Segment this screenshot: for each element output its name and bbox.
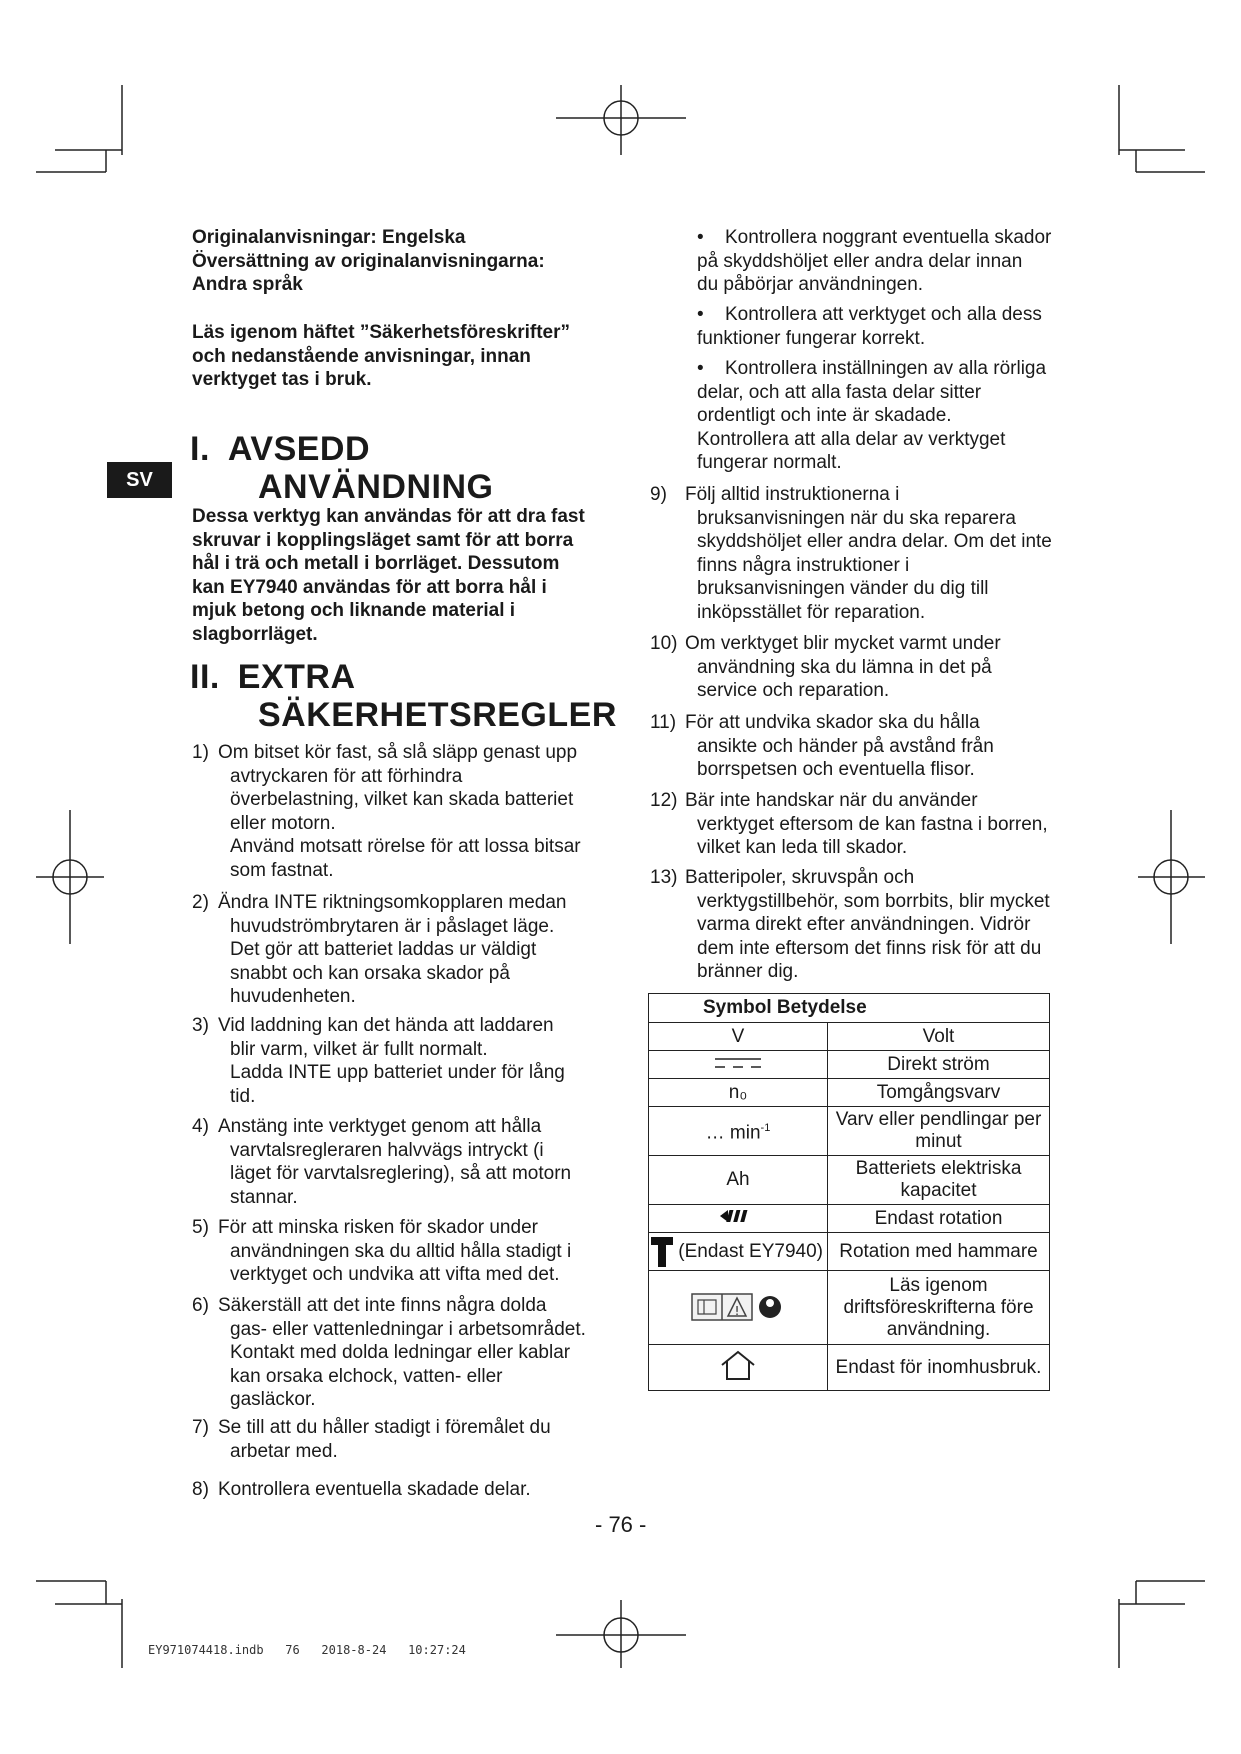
bullet-line: på skyddshöljet eller andra delar innan bbox=[697, 250, 1023, 272]
rule-line: huvudenheten. bbox=[230, 986, 356, 1007]
bullet-line: funktioner fungerar korrekt. bbox=[697, 327, 926, 349]
meaning-cell: Rotation med hammare bbox=[827, 1233, 1049, 1271]
meaning-cell: Varv eller pendlingar per minut bbox=[827, 1107, 1049, 1156]
rule-first-line: Bär inte handskar när du använder bbox=[685, 790, 978, 811]
page-number: - 76 - bbox=[595, 1512, 647, 1537]
language-tab: SV bbox=[107, 462, 172, 498]
meaning-cell: Läs igenom driftsföreskrifterna före användning. bbox=[827, 1271, 1049, 1345]
section-1-heading bbox=[190, 430, 370, 468]
intro-line: Översättning av originalanvisningarna: bbox=[192, 250, 545, 272]
rule-number: 2) bbox=[192, 892, 209, 913]
rule-number: 5) bbox=[192, 1217, 209, 1238]
rule-line: Kontakt med dolda ledningar eller kablar bbox=[230, 1342, 571, 1363]
rule-line: verktygstillbehör, som borrbits, blir mycket bbox=[697, 890, 1050, 912]
svg-text:!: ! bbox=[734, 1303, 740, 1318]
rule-line: gas- eller vattenledningar i arbetsområdet. bbox=[230, 1318, 586, 1340]
section-1-line: slagborrläget. bbox=[192, 623, 318, 645]
section-1-title-1: AVSEDD bbox=[227, 430, 371, 468]
rule-number: 6) bbox=[192, 1295, 209, 1316]
manual-icons bbox=[649, 1271, 828, 1345]
read-line: och nedanstående anvisningar, innan bbox=[192, 345, 531, 367]
rule-number: 10) bbox=[650, 633, 678, 654]
rule-line: huvudströmbrytaren är i påslaget läge. bbox=[230, 915, 555, 937]
symbol-min-text: … min bbox=[705, 1122, 761, 1144]
rule-line: överbelastning, vilket kan skada batteriet bbox=[230, 789, 574, 810]
hammer-cell bbox=[649, 1233, 828, 1271]
rule-number: 11) bbox=[650, 712, 677, 733]
read-line: verktyget tas i bruk. bbox=[192, 369, 372, 390]
rule-line: arbetar med. bbox=[230, 1440, 338, 1462]
bullet-dot: • bbox=[697, 227, 704, 248]
meaning-cell: Endast rotation bbox=[827, 1205, 1049, 1233]
rule-line: Det gör att batteriet laddas ur väldigt bbox=[230, 939, 537, 960]
section-1-title-2: ANVÄNDNING bbox=[258, 468, 494, 506]
section-2-num: II. bbox=[190, 658, 220, 696]
hammer-label: (Endast EY7940) bbox=[678, 1240, 823, 1262]
bullet-line: Kontrollera noggrant eventuella skador bbox=[725, 227, 1052, 248]
rule-line: bruksanvisningen vänder du dig till bbox=[697, 578, 989, 599]
rule-line: finns några instruktioner i bbox=[697, 554, 910, 576]
intro-line: Andra språk bbox=[192, 274, 303, 295]
rule-number: 7) bbox=[192, 1417, 209, 1438]
rule-line: skyddshöljet eller andra delar. Om det inte bbox=[697, 531, 1052, 552]
rule-line: gasläckor. bbox=[230, 1389, 316, 1410]
rule-number: 1) bbox=[192, 742, 209, 763]
bullet-line: ordentligt och inte är skadade. bbox=[697, 405, 952, 426]
rule-first-line: Följ alltid instruktionerna i bbox=[685, 484, 900, 505]
bullet-dot: • bbox=[697, 358, 704, 379]
rule-number: 3) bbox=[192, 1015, 209, 1036]
rule-first-line: Se till att du håller stadigt i föremålet du bbox=[218, 1417, 551, 1438]
read-line: Läs igenom häftet ”Säkerhetsföreskrifter” bbox=[192, 322, 571, 343]
rule-number: 12) bbox=[650, 790, 678, 811]
rule-first-line: Vid laddning kan det hända att laddaren bbox=[218, 1015, 554, 1036]
rule-first-line: För att minska risken för skador under bbox=[218, 1217, 538, 1238]
rule-first-line: Om verktyget blir mycket varmt under bbox=[685, 633, 1001, 654]
rule-line: bränner dig. bbox=[697, 961, 799, 982]
rule-line: snabbt och kan orsaka skador på bbox=[230, 962, 510, 984]
rule-line: verktyget eftersom de kan fastna i borren, bbox=[697, 813, 1048, 835]
rule-line: stannar. bbox=[230, 1186, 298, 1208]
section-1-num: I. bbox=[190, 430, 210, 468]
bullet-line: Kontrollera inställningen av alla rörliga bbox=[725, 358, 1047, 379]
rule-line: dem inte eftersom det finns risk för att du bbox=[697, 937, 1042, 959]
section-2-title-1: EXTRA bbox=[237, 658, 356, 696]
bullet-line: fungerar normalt. bbox=[697, 452, 842, 473]
rule-line: blir varm, vilket är fullt normalt. bbox=[230, 1038, 488, 1060]
symbol-volt: V bbox=[649, 1023, 828, 1051]
rule-line: inköpsstället för reparation. bbox=[697, 601, 926, 623]
rule-line: läget för varvtalsreglering), så att motorn bbox=[230, 1163, 572, 1184]
rule-number: 9) bbox=[650, 484, 667, 505]
dc-icon bbox=[649, 1051, 828, 1079]
rule-first-line: Anstäng inte verktyget genom att hålla bbox=[218, 1116, 542, 1137]
intro-line: Originalanvisningar: Engelska bbox=[192, 227, 466, 248]
symbol-table bbox=[648, 993, 1050, 1391]
rule-line: service och reparation. bbox=[697, 680, 890, 701]
rule-first-line: Säkerställ att det inte finns några dolda bbox=[218, 1295, 547, 1316]
meaning-cell: Tomgångsvarv bbox=[827, 1079, 1049, 1107]
section-2-title-2: SÄKERHETSREGLER bbox=[258, 696, 617, 734]
indoor-icon bbox=[649, 1345, 828, 1391]
bullet-line: Kontrollera att alla delar av verktyget bbox=[697, 428, 1006, 450]
rule-line: bruksanvisningen när du ska reparera bbox=[697, 507, 1016, 529]
rule-line: ansikte och händer på avstånd från bbox=[697, 735, 994, 757]
bullet-line: delar, och att alla fasta delar sitter bbox=[697, 381, 982, 403]
section-1-line: Dessa verktyg kan användas för att dra fast bbox=[192, 506, 585, 527]
rule-first-line: Kontrollera eventuella skadade delar. bbox=[218, 1479, 531, 1500]
rule-line: vilket kan leda till skador. bbox=[697, 837, 908, 858]
rule-line: Ladda INTE upp batteriet under för lång bbox=[230, 1062, 565, 1083]
rule-line: tid. bbox=[230, 1085, 256, 1107]
rule-line: Använd motsatt rörelse för att lossa bitsar bbox=[230, 836, 581, 857]
section-1-line: mjuk betong och liknande material i bbox=[192, 600, 516, 621]
rule-line: verktyget och undvika att vifta med det. bbox=[230, 1264, 560, 1285]
symbol-min-sup: -1 bbox=[760, 1122, 771, 1135]
section-1-body bbox=[192, 505, 612, 646]
rule-line: avtryckaren för att förhindra bbox=[230, 765, 463, 787]
rule-number: 8) bbox=[192, 1479, 209, 1500]
print-footer: EY971074418.indb 76 2018-8-24 10:27:24 bbox=[148, 1643, 466, 1657]
rule-first-line: Ändra INTE riktningsomkopplaren medan bbox=[218, 892, 567, 913]
rule-line: kan orsaka elchock, vatten- eller bbox=[230, 1365, 503, 1387]
rule-line: varvtalsregleraren halvvägs intryckt (i bbox=[230, 1139, 544, 1161]
table-header: Symbol Betydelse bbox=[649, 994, 1050, 1023]
meaning-cell: Endast för inomhusbruk. bbox=[827, 1345, 1049, 1391]
rule-line: användning ska du lämna in det på bbox=[697, 656, 992, 678]
bullet-line: Kontrollera att verktyget och alla dess bbox=[725, 304, 1042, 325]
rule-first-line: Batteripoler, skruvspån och bbox=[685, 867, 915, 888]
rule-line: borrspetsen och eventuella flisor. bbox=[697, 759, 975, 780]
rule-line: som fastnat. bbox=[230, 859, 334, 881]
rule-number: 4) bbox=[192, 1116, 209, 1137]
symbol-n0: n₀ bbox=[649, 1079, 828, 1107]
meaning-cell: Batteriets elektriska kapacitet bbox=[827, 1156, 1049, 1205]
rule-first-line: Om bitset kör fast, så slå släpp genast upp bbox=[218, 742, 578, 763]
hammer-icon bbox=[651, 1237, 673, 1267]
meaning-cell: Volt bbox=[827, 1023, 1049, 1051]
rule-line: varma direkt efter användningen. Vidrör bbox=[697, 914, 1031, 935]
section-1-line: kan EY7940 användas för att borra hål i bbox=[192, 576, 547, 598]
symbol-ah: Ah bbox=[649, 1156, 828, 1205]
intro-block bbox=[192, 226, 597, 297]
meaning-cell: Direkt ström bbox=[827, 1051, 1049, 1079]
symbol-min bbox=[649, 1107, 828, 1156]
bullet-line: du påbörjar användningen. bbox=[697, 274, 924, 295]
section-1-line: hål i trä och metall i borrläget. Dessutom bbox=[192, 553, 560, 574]
rule-line: användningen ska du alltid hålla stadigt i bbox=[230, 1240, 572, 1262]
bullet-dot: • bbox=[697, 304, 704, 325]
rule-first-line: För att undvika skador ska du hålla bbox=[685, 712, 980, 733]
section-2-heading bbox=[190, 658, 356, 696]
read-notice bbox=[192, 321, 597, 392]
section-1-line: skruvar i kopplingsläget samt för att borra bbox=[192, 529, 574, 551]
rule-line: eller motorn. bbox=[230, 812, 336, 834]
rotation-icon bbox=[649, 1205, 828, 1233]
rule-number: 13) bbox=[650, 867, 678, 888]
